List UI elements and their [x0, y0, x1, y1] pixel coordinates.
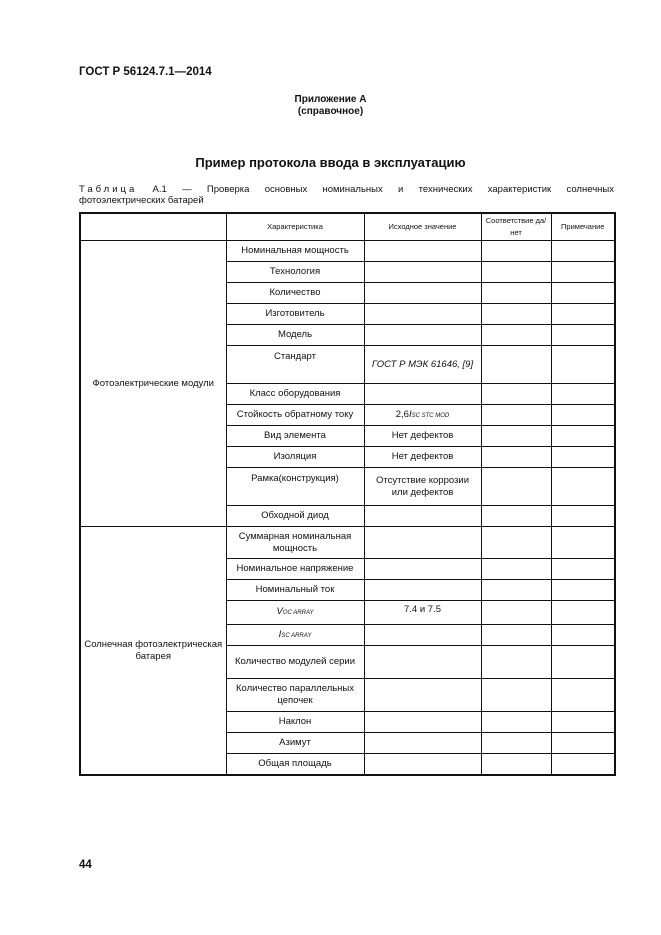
note-cell	[551, 346, 615, 384]
document-code: ГОСТ Р 56124.7.1—2014	[79, 66, 212, 78]
note-cell	[551, 646, 615, 679]
value-subscript: SC STC MOD	[411, 412, 450, 419]
note-cell	[551, 405, 615, 426]
note-cell	[551, 625, 615, 646]
compliance-cell	[481, 384, 551, 405]
caption-word: А.1	[152, 184, 167, 195]
value-cell	[364, 580, 481, 601]
note-cell	[551, 679, 615, 712]
value-cell	[364, 283, 481, 304]
caption-word: основных	[264, 184, 308, 195]
characteristic-subscript: OC ARRAY	[282, 610, 314, 616]
caption-line-1	[79, 184, 614, 195]
note-cell	[551, 754, 615, 776]
compliance-cell	[481, 506, 551, 527]
value-cell	[364, 754, 481, 776]
value-cell	[364, 262, 481, 283]
compliance-cell	[481, 527, 551, 559]
characteristic-cell: Обходной диод	[226, 506, 364, 527]
characteristic-cell: Азимут	[226, 733, 364, 754]
header-characteristic: Характеристика	[226, 213, 364, 241]
characteristic-cell: Наклон	[226, 712, 364, 733]
header-compliance: Соответствие да/нет	[481, 213, 551, 241]
characteristic-subscript: SC ARRAY	[281, 632, 312, 639]
compliance-cell	[481, 580, 551, 601]
compliance-cell	[481, 325, 551, 346]
characteristic-cell: Технология	[226, 262, 364, 283]
compliance-cell	[481, 468, 551, 506]
note-cell	[551, 468, 615, 506]
appendix-heading	[0, 94, 661, 118]
compliance-cell	[481, 733, 551, 754]
characteristic-variable: V	[276, 606, 283, 617]
value-cell	[364, 405, 481, 426]
note-cell	[551, 580, 615, 601]
characteristic-variable: I	[278, 628, 282, 640]
page-title: Пример протокола ввода в эксплуатацию	[195, 155, 466, 170]
compliance-cell	[481, 426, 551, 447]
caption-word: и	[398, 184, 404, 195]
characteristic-cell: Стандарт	[226, 346, 364, 384]
compliance-cell	[481, 447, 551, 468]
value-cell	[364, 712, 481, 733]
characteristic-cell: Рамка(конструкция)	[226, 468, 364, 506]
caption-word: Таблица	[79, 184, 138, 195]
compliance-cell	[481, 601, 551, 625]
compliance-cell	[481, 712, 551, 733]
header-note: Примечание	[551, 213, 615, 241]
note-cell	[551, 712, 615, 733]
value-cell	[364, 733, 481, 754]
appendix-type: (справочное)	[297, 106, 364, 117]
appendix-title: Приложение А	[294, 94, 367, 105]
characteristic-cell: Номинальный ток	[226, 580, 364, 601]
value-cell: Нет дефектов	[364, 447, 481, 468]
group-pv-modules: Фотоэлектрические модули	[80, 241, 226, 527]
characteristic-cell: Количество модулей серии	[226, 646, 364, 679]
note-cell	[551, 527, 615, 559]
compliance-cell	[481, 346, 551, 384]
compliance-cell	[481, 241, 551, 262]
note-cell	[551, 426, 615, 447]
characteristic-cell: Стойкость обратному току	[226, 405, 364, 426]
characteristic-cell: Изоляция	[226, 447, 364, 468]
characteristic-cell: Номинальное напряжение	[226, 559, 364, 580]
table-header-row	[80, 213, 615, 241]
compliance-cell	[481, 679, 551, 712]
value-cell: Нет дефектов	[364, 426, 481, 447]
note-cell	[551, 506, 615, 527]
value-cell	[364, 506, 481, 527]
compliance-cell	[481, 262, 551, 283]
note-cell	[551, 384, 615, 405]
compliance-cell	[481, 304, 551, 325]
caption-word: номинальных	[322, 184, 383, 195]
table-row	[80, 527, 615, 559]
header-initial-value: Исходное значение	[364, 213, 481, 241]
value-cell: 7.4 и 7.5	[364, 601, 481, 625]
caption-line-2: фотоэлектрических батарей	[79, 195, 204, 206]
value-cell	[364, 384, 481, 405]
value-cell: ГОСТ Р МЭК 61646, [9]	[364, 346, 481, 384]
caption-word: характеристик	[487, 184, 552, 195]
value-cell	[364, 625, 481, 646]
value-cell	[364, 325, 481, 346]
note-cell	[551, 601, 615, 625]
compliance-cell	[481, 559, 551, 580]
caption-word: —	[182, 184, 192, 195]
characteristic-cell: Количество	[226, 283, 364, 304]
note-cell	[551, 262, 615, 283]
value-cell	[364, 527, 481, 559]
caption-word: Проверка	[206, 184, 250, 195]
note-cell	[551, 304, 615, 325]
caption-word: солнечных	[566, 184, 614, 195]
value-prefix: 2,6	[395, 408, 409, 420]
value-cell: Отсутствие коррозии или дефектов	[364, 468, 481, 506]
caption-word: технических	[418, 184, 473, 195]
note-cell	[551, 283, 615, 304]
characteristic-cell: Суммарная номинальная мощность	[226, 527, 364, 559]
compliance-cell	[481, 646, 551, 679]
compliance-cell	[481, 283, 551, 304]
value-cell	[364, 679, 481, 712]
value-cell	[364, 646, 481, 679]
compliance-cell	[481, 625, 551, 646]
note-cell	[551, 559, 615, 580]
characteristic-cell: Количество параллельных цепочек	[226, 679, 364, 712]
compliance-cell	[481, 754, 551, 776]
characteristic-cell: Вид элемента	[226, 426, 364, 447]
characteristic-cell: Модель	[226, 325, 364, 346]
table-caption	[79, 184, 614, 206]
note-cell	[551, 447, 615, 468]
value-variable: I	[408, 408, 412, 420]
characteristic-cell: Общая площадь	[226, 754, 364, 776]
characteristics-table	[79, 212, 616, 776]
table-row	[80, 241, 615, 262]
header-group	[80, 213, 226, 241]
characteristic-cell: Номинальная мощность	[226, 241, 364, 262]
characteristic-cell	[226, 601, 364, 625]
characteristic-cell: Класс оборудования	[226, 384, 364, 405]
page-number: 44	[79, 859, 92, 871]
value-cell	[364, 241, 481, 262]
note-cell	[551, 241, 615, 262]
characteristic-cell	[226, 625, 364, 646]
note-cell	[551, 733, 615, 754]
group-pv-array: Солнечная фотоэлектрическая батарея	[80, 527, 226, 776]
value-cell	[364, 304, 481, 325]
value-cell	[364, 559, 481, 580]
note-cell	[551, 325, 615, 346]
characteristic-cell: Изготовитель	[226, 304, 364, 325]
compliance-cell	[481, 405, 551, 426]
